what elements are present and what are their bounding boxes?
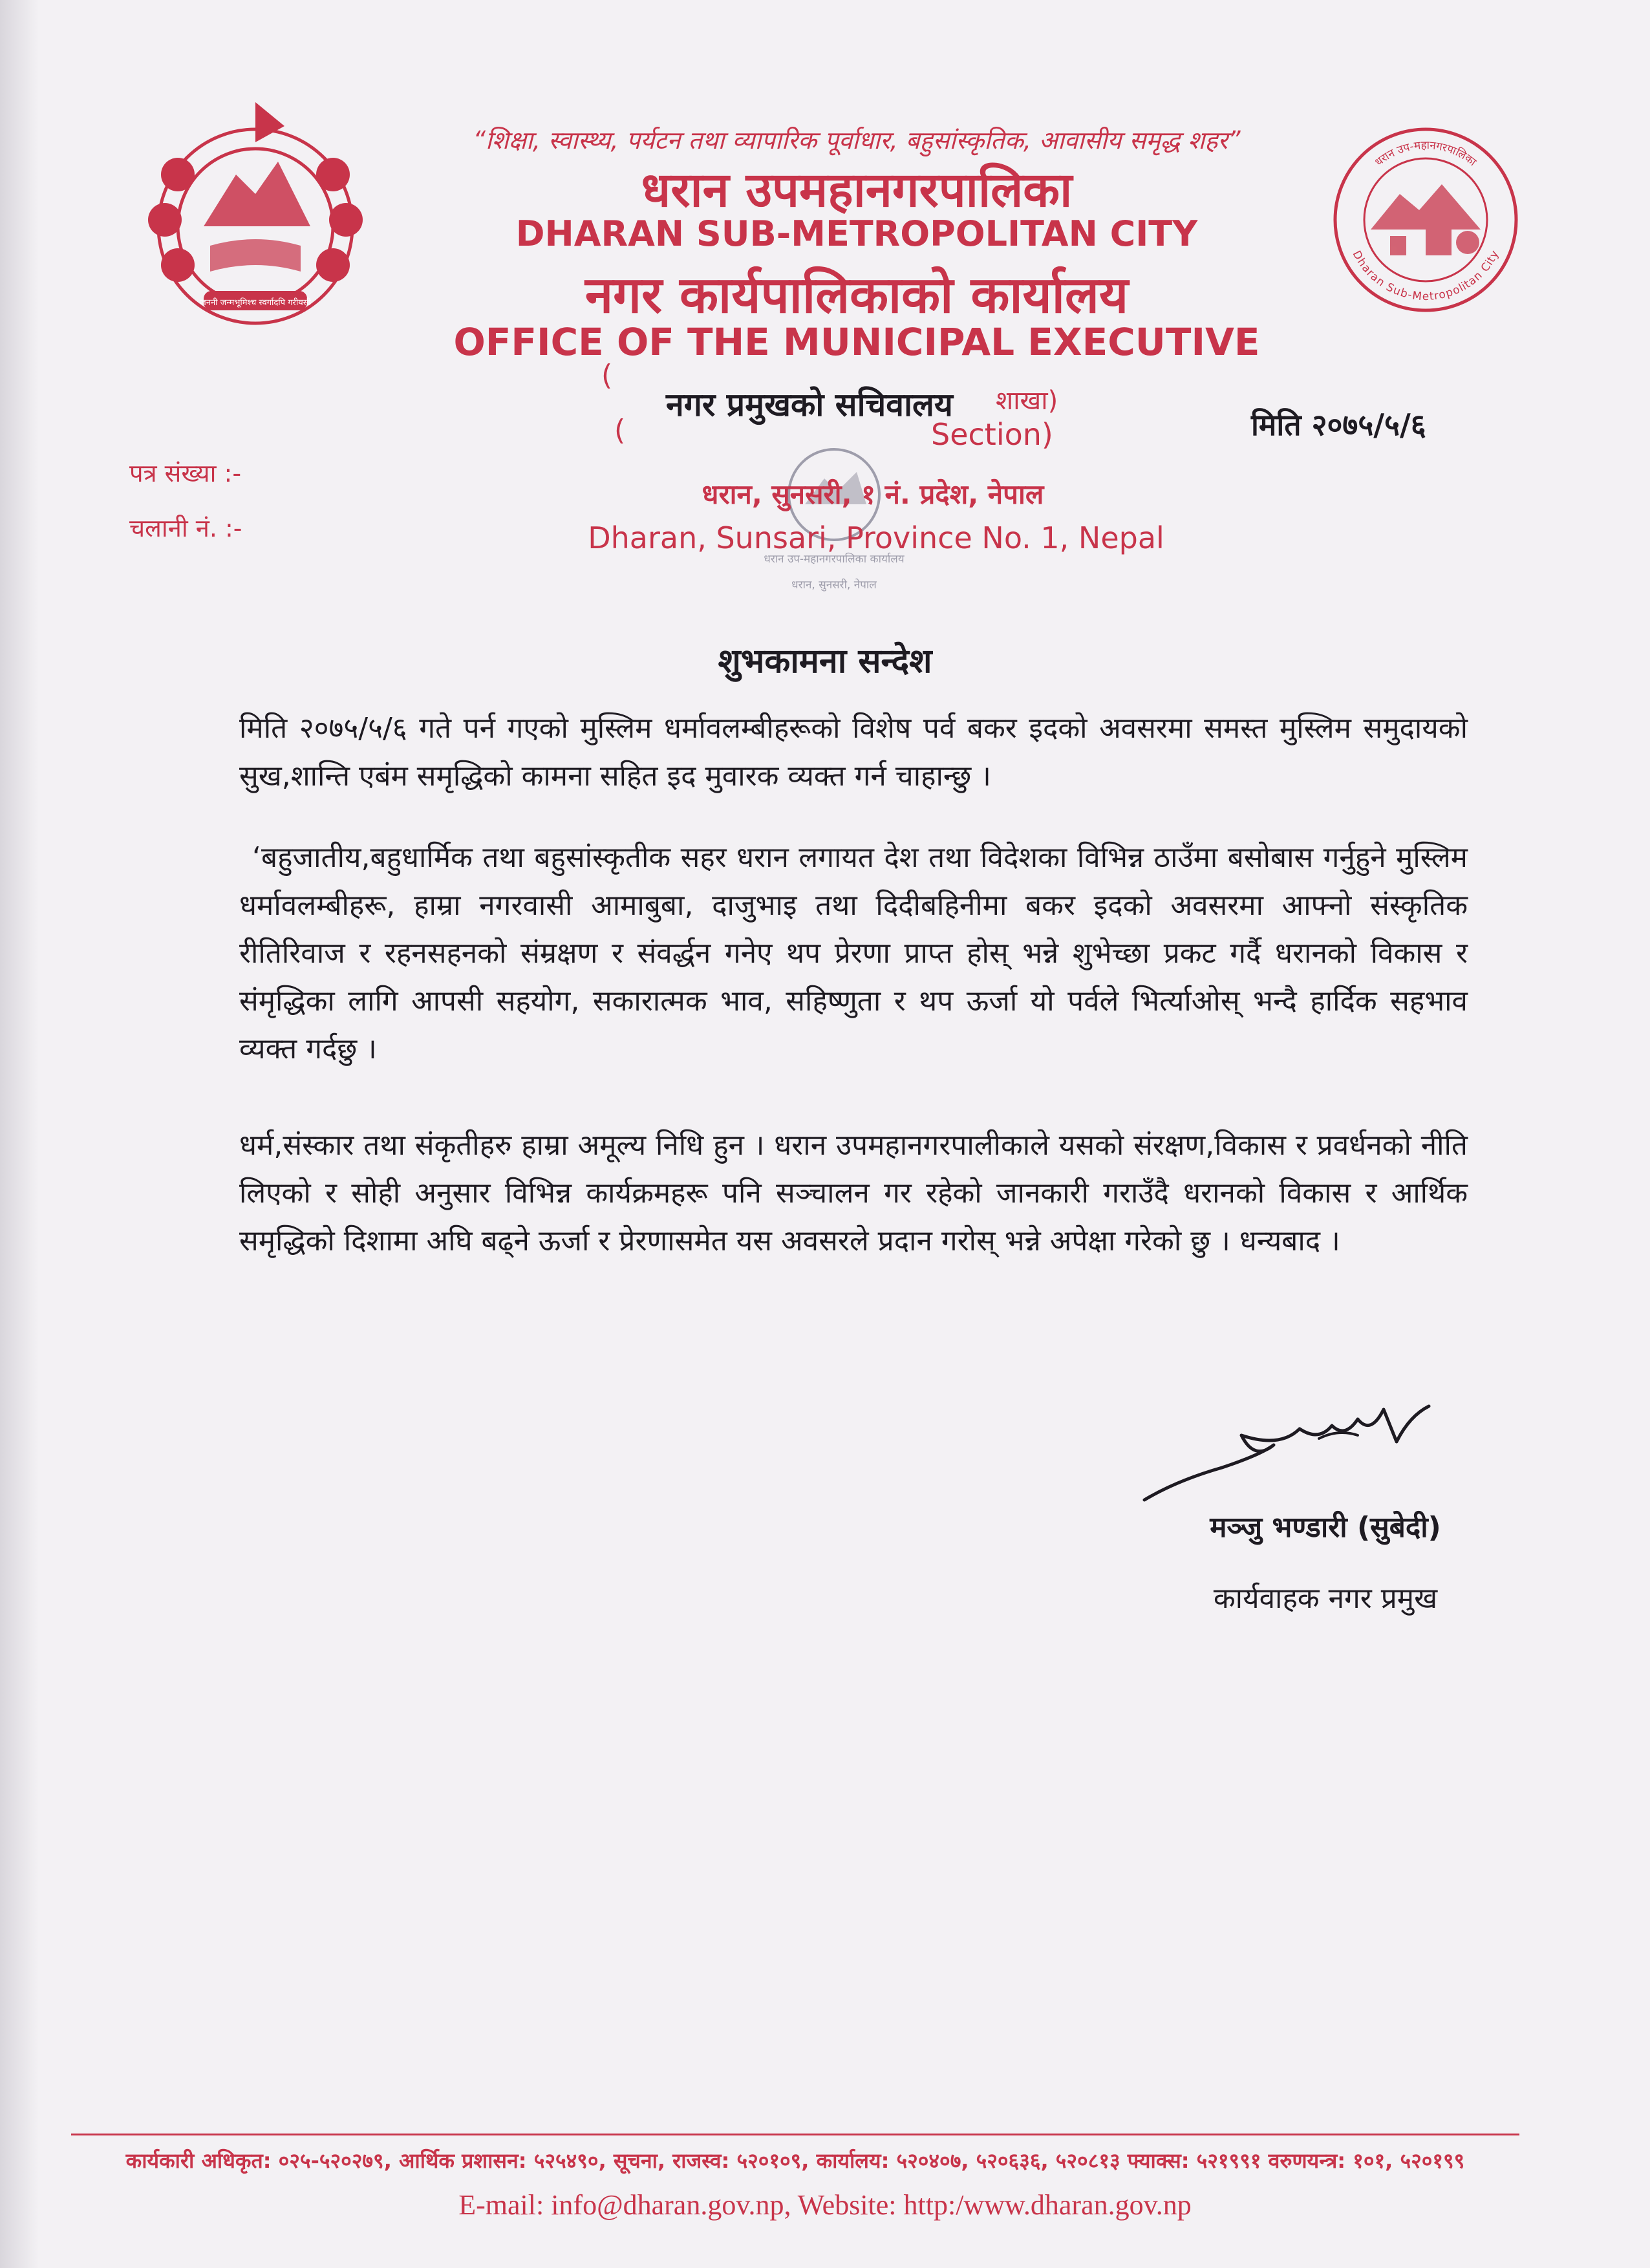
scan-edge bbox=[0, 0, 39, 2268]
footer-email-website: E-mail: info@dharan.gov.np, Website: http:/www.dharan.gov.np bbox=[458, 2189, 1192, 2221]
footer-contact-numbers: कार्यकारी अधिकृत: ०२५-५२०२७९, आर्थिक प्रशासन: ५२५४९०, सूचना, राजस्व: ५२०१०९, कार्यालय: ५२०४०७, ५२०६३६, ५२०८१३ फ्याक्स: ५२१९९१ वरुणयन्त्र: १०१, ५२०१९९ bbox=[125, 2148, 1465, 2173]
office-name-english: OFFICE OF THE MUNICIPAL EXECUTIVE bbox=[453, 320, 1260, 364]
body-paragraph-2: ‘बहुजातीय,बहुधार्मिक तथा बहुसांस्कृतीक सहर धरान लगायत देश तथा विदेशका विभिन्न ठाउँमा बसोबास गर्नुहुने मुस्लिम धर्मावलम्बीहरू, हाम्रा नगरवासी आमाबुबा, दाजुभाइ तथा दिदीबहिनीमा बकर इदको अवसरमा आफ्नो संस्कृतिक रीतिरिवाज र रहनसहनको संम्रक्षण र संवर्द्धन गनेए थप प्रेरणा प्राप्त होस् भन्ने शुभेच्छा प्रकट गर्दै धरानको विकास र संमृद्धिका लागि आपसी सहयोग, सकारात्मक भाव, सहिष्णुता र थप ऊर्जा यो पर्वले भिर्त्याओस् भन्दै हार्दिक सहभाव व्यक्त गर्दछु । bbox=[239, 841, 1468, 1065]
letter-date: मिति २०७५/५/६ bbox=[1251, 407, 1426, 442]
body-paragraph-1: मिति २०७५/५/६ गते पर्न गएको मुस्लिम धर्मावलम्बीहरूको विशेष पर्व बकर इदको अवसरमा समस्त मुस्लिम समुदायको सुख,शान्ति एबंम समृद्धिको कामना सहित इद मुवारक व्यक्त गर्न चाहान्छु । bbox=[239, 712, 1468, 793]
city-seal-icon bbox=[1329, 123, 1523, 317]
reference-number-label: पत्र संख्या :- bbox=[129, 459, 242, 487]
city-seal-bottom-text: Dharan Sub-Metropolitan City bbox=[1349, 248, 1502, 303]
signer-title: कार्यवाहक नगर प्रमुख bbox=[1213, 1582, 1438, 1615]
body-paragraph-3: धर्म,संस्कार तथा संकृतीहरु हाम्रा अमूल्य निधि हुन । धरान उपमहानगरपालीकाले यसको संरक्षण,विकास र प्रवर्धनको नीति लिएको र सोही अनुसार विभिन्न कार्यक्रमहरू पनि सञ्चालन गर रहेको जानकारी गराउँदै धरानको विकास र आर्थिक समृद्धिको दिशामा अघि बढ्ने ऊर्जा र प्रेरणासमेत यस अवसरले प्रदान गरोस् भन्ने अपेक्षा गरेको छु । धन्यबाद । bbox=[239, 1129, 1468, 1257]
dispatch-number-label: चलानी नं. :- bbox=[129, 514, 242, 542]
svg-text:धरान उप-महानगरपालिका bbox=[1373, 139, 1479, 169]
secretariat-name: नगर प्रमुखको सचिवालय bbox=[666, 386, 953, 423]
section-paren-open-2: ( bbox=[614, 414, 626, 447]
section-label-nepali: शाखा) bbox=[996, 386, 1058, 416]
address-nepali: धरान, सुनसरी, १ नं. प्रदेश, नेपाल bbox=[702, 478, 1044, 510]
municipality-name-english: DHARAN SUB-METROPOLITAN CITY bbox=[515, 213, 1198, 254]
municipality-name-nepali: धरान उपमहानगरपालिका bbox=[641, 162, 1073, 218]
emblem-motto: जननी जन्मभूमिश्च स्वर्गादपि गरीयसी bbox=[200, 298, 311, 308]
signer-name: मञ्जु भण्डारी (सुबेदी) bbox=[1210, 1511, 1441, 1544]
address-english: Dharan, Sunsari, Province No. 1, Nepal bbox=[588, 520, 1164, 555]
letter-heading: शुभकामना सन्देश bbox=[718, 642, 932, 681]
nepal-emblem-icon bbox=[133, 97, 378, 343]
handwritten-signature bbox=[1125, 1390, 1461, 1519]
stamp-line-2: धरान, सुनसरी, नेपाल bbox=[791, 579, 877, 592]
stamp-line-1: धरान उप-महानगरपालिका कार्यालय bbox=[764, 553, 905, 566]
letterhead-slogan: “शिक्षा, स्वास्थ्य, पर्यटन तथा व्यापारिक पूर्वाधार, बहुसांस्कृतिक, आवासीय समृद्ध शहर” bbox=[473, 126, 1241, 155]
office-stamp-icon bbox=[753, 433, 915, 601]
city-seal-top-text: धरान उप-महानगरपालिका bbox=[1372, 138, 1479, 169]
footer-divider bbox=[71, 2134, 1519, 2135]
section-paren-open: ( bbox=[601, 359, 613, 392]
section-label-english: Section) bbox=[931, 417, 1053, 452]
office-name-nepali: नगर कार्यपालिकाको कार्यालय bbox=[584, 266, 1129, 325]
